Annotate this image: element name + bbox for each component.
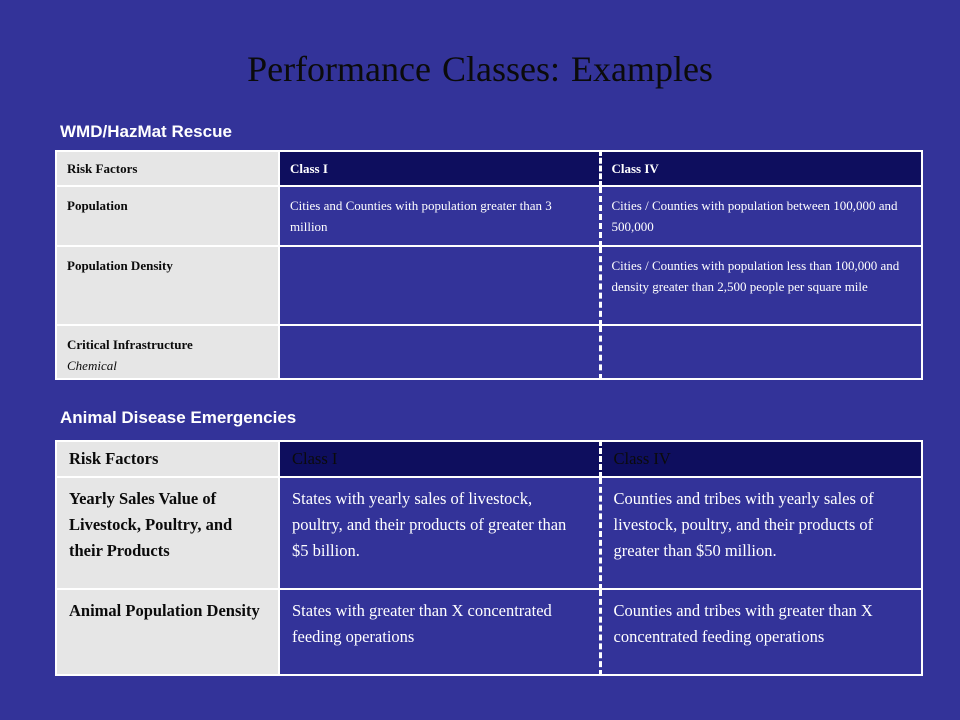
table-header-row — [56, 441, 922, 477]
slide-title: Performance Classes: Examples — [247, 49, 713, 89]
risk-factor-cell: Population Density — [56, 246, 279, 325]
class-i-cell: Cities and Counties with population greater than 3 million — [279, 186, 600, 246]
wmd-hazmat-table — [55, 150, 923, 380]
class-i-cell — [279, 325, 600, 379]
class-i-cell: States with yearly sales of livestock, poultry, and their products of greater than $5 billion. — [279, 477, 600, 589]
class-iv-cell — [600, 325, 922, 379]
risk-factor-cell: Yearly Sales Value of Livestock, Poultry, and their Products — [56, 477, 279, 589]
header-class-i: Class I — [279, 151, 600, 186]
table-row — [56, 325, 922, 379]
table-header-row — [56, 151, 922, 186]
risk-factor-cell — [56, 325, 279, 379]
table-row — [56, 186, 922, 246]
header-class-iv: Class IV — [600, 151, 922, 186]
risk-factor-label: Critical Infrastructure — [67, 337, 193, 352]
class-iv-cell: Counties and tribes with greater than X concentrated feeding operations — [600, 589, 922, 675]
risk-factor-sublabel: Chemical — [67, 358, 117, 373]
header-class-i: Class I — [279, 441, 600, 477]
table-row — [56, 589, 922, 675]
class-iv-cell: Cities / Counties with population less than 100,000 and density greater than 2,500 people per square mile — [600, 246, 922, 325]
table-row — [56, 477, 922, 589]
section-heading-animal-disease: Animal Disease Emergencies — [60, 408, 297, 427]
header-risk-factors: Risk Factors — [56, 151, 279, 186]
risk-factor-cell: Animal Population Density — [56, 589, 279, 675]
class-i-cell: States with greater than X concentrated feeding operations — [279, 589, 600, 675]
animal-disease-table — [55, 440, 923, 676]
header-risk-factors: Risk Factors — [56, 441, 279, 477]
class-iv-cell: Cities / Counties with population between 100,000 and 500,000 — [600, 186, 922, 246]
table-row — [56, 246, 922, 325]
risk-factor-cell: Population — [56, 186, 279, 246]
section-heading-wmd-hazmat: WMD/HazMat Rescue — [60, 122, 232, 141]
class-i-cell — [279, 246, 600, 325]
class-iv-cell: Counties and tribes with yearly sales of livestock, poultry, and their products of greater than $50 million. — [600, 477, 922, 589]
header-class-iv: Class IV — [600, 441, 922, 477]
